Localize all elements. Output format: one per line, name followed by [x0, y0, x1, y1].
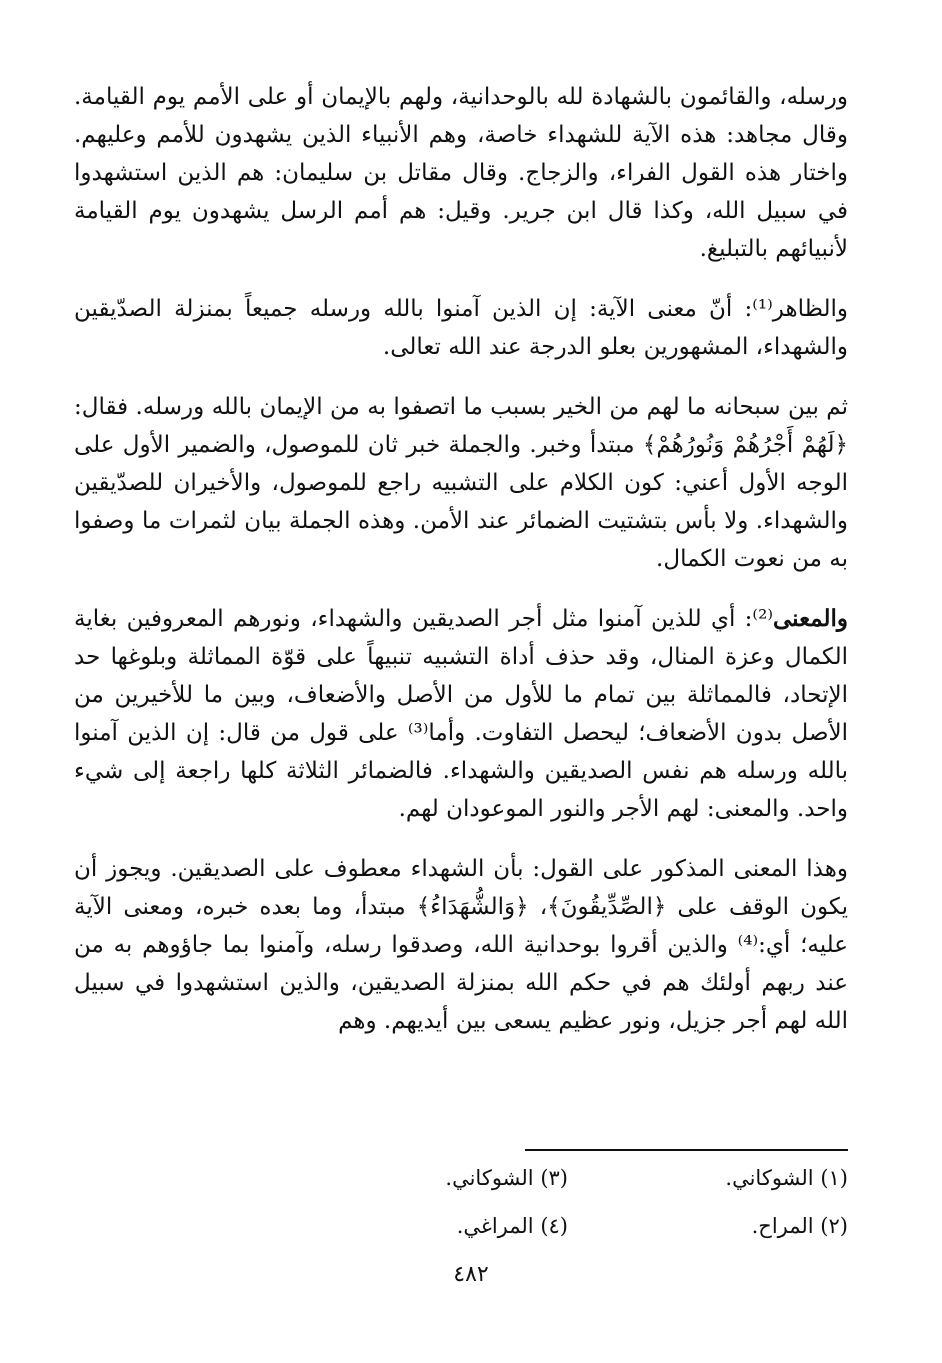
paragraph-3 [74, 388, 848, 578]
paragraph-3-text: ثم بين سبحانه ما لهم من الخير بسبب ما اتصفوا به من الإيمان بالله ورسله. فقال: ﴿لَهُمْ أَجْرُهُمْ وَنُورُهُمْ﴾ مبتدأ وخبر. والجملة خبر ثان للموصول، والضمير الأول على الوجه الأول أعني: كون الكلام على التشبيه راجع للموصول، والأخيران للصدّيقين والشهداء. ولا بأس بتشتيت الضمائر عند الأمن. وهذه الجملة بيان لثمرات ما وصفوا به من نعوت الكمال. [74, 394, 848, 572]
footnote-3: (٣) الشوكاني. [445, 1166, 568, 1190]
paragraph-4-text: ⁽²⁾: أي للذين آمنوا مثل أجر الصديقين والشهداء، ونورهم المعروفين بغاية الكمال وعزة المنال، وقد حذف أداة التشبيه تنبيهاً على قوّة المماثلة وبلوغها حد الإتحاد، فالمماثلة بين تمام ما للأول من الأصل والأضعاف، وبين ما للأخيرين من الأصل بدون الأضعاف؛ ليحصل التفاوت. وأما⁽³⁾ على قول من قال: إن الذين آمنوا بالله ورسله هم نفس الصديقين والشهداء. فالضمائر الثلاثة كلها راجعة إلى شيء واحد. والمعنى: لهم الأجر والنور الموعودان لهم. [74, 606, 849, 822]
footnote-2: (٢) المراح. [751, 1214, 848, 1238]
paragraph-1-text: ورسله، والقائمون بالشهادة لله بالوحدانية، ولهم بالإيمان أو على الأمم يوم القيامة. وقال مجاهد: هذه الآية للشهداء خاصة، وهم الأنبياء الذين يشهدون للأمم وعليهم. واختار هذه القول الفراء، والزجاج. وقال مقاتل بن سليمان: هم الذين استشهدوا في سبيل الله، وكذا قال ابن جرير. وقيل: هم أمم الرسل يشهدون يوم القيامة لأنبيائهم بالتبليغ. [74, 84, 848, 262]
footnote-separator [525, 1149, 848, 1151]
paragraph-5 [74, 850, 848, 1040]
page-number: ٤٨٢ [453, 1262, 489, 1287]
footnotes [288, 1162, 848, 1242]
paragraph-4 [74, 600, 848, 828]
footnote-1: (١) الشوكاني. [725, 1166, 848, 1190]
paragraph-1 [74, 78, 848, 268]
paragraph-5-text: وهذا المعنى المذكور على القول: بأن الشهداء معطوف على الصديقين. ويجوز أن يكون الوقف على ﴿الصِّدِّيقُونَ﴾، ﴿وَالشُّهَدَاءُ﴾ مبتدأ، وما بعده خبره، ومعنى الآية عليه؛ أي:⁽⁴⁾ والذين أقروا بوحدانية الله، وصدقوا رسله، وآمنوا بما جاؤوهم به من عند ربهم أولئك هم في حكم الله بمنزلة الصديقين، والذين استشهدوا في سبيل الله لهم أجر جزيل، ونور عظيم يسعى بين أيديهم. وهم [74, 856, 848, 1034]
paragraph-4-lead: والمعنى [772, 605, 848, 632]
paragraph-2-text: والظاهر⁽¹⁾: أنّ معنى الآية: إن الذين آمنوا بالله ورسله جميعاً بمنزلة الصدّيقين والشهداء، المشهورين بعلو الدرجة عند الله تعالى. [74, 296, 848, 360]
footnote-4: (٤) المراغي. [456, 1214, 568, 1238]
main-text [74, 78, 848, 1062]
paragraph-2 [74, 290, 848, 366]
